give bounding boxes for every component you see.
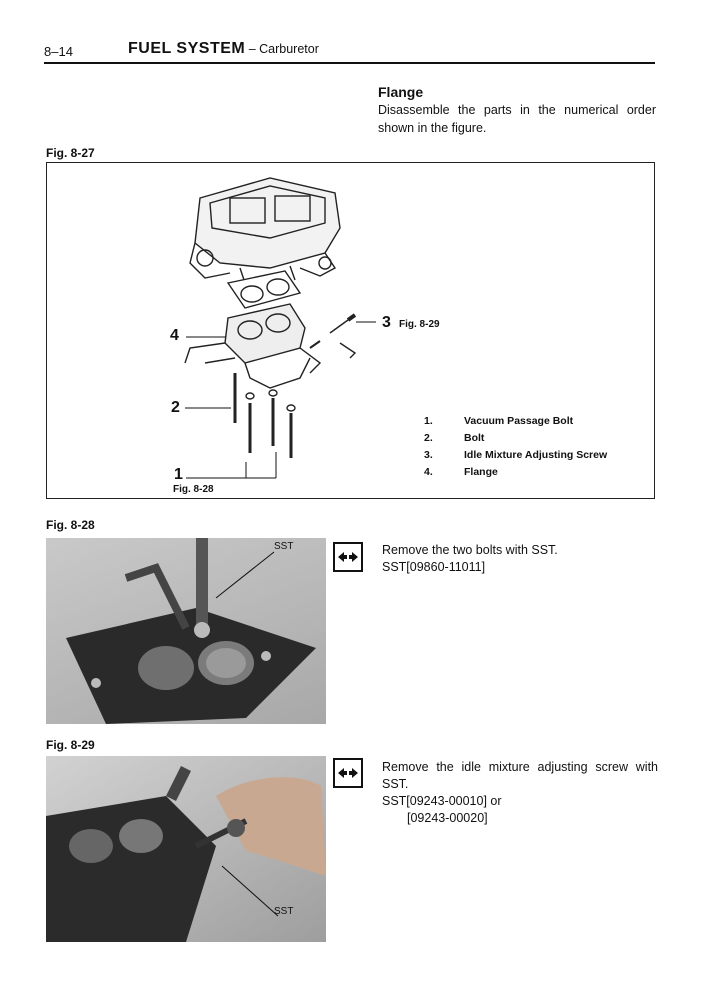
disassemble-arrows-icon: [333, 542, 363, 572]
fig-8-29-step-line3: [09243-00020]: [407, 811, 488, 825]
fig-8-28-step-line2: SST[09860-11011]: [382, 560, 486, 574]
legend-item: 4. Flange: [424, 466, 498, 478]
page-number: 8–14: [44, 44, 73, 59]
callout-2: 2: [171, 399, 180, 416]
section-main-title: FUEL SYSTEM: [128, 40, 246, 57]
parts-legend: [424, 415, 607, 483]
callout-1: 1: [174, 466, 183, 483]
callout-3-ref: Fig. 8-29: [399, 319, 440, 330]
sst-label-29: SST: [274, 906, 294, 917]
callout-4: 4: [170, 327, 179, 344]
legend-item: 2. Bolt: [424, 432, 485, 444]
section-subtitle: – Carburetor: [245, 42, 319, 56]
flange-instructions: Disassemble the parts in the numerical order shown in the figure.: [378, 103, 656, 135]
disassemble-arrows-icon: [333, 758, 363, 788]
callout-1-ref: Fig. 8-28: [173, 484, 214, 495]
fig-8-28-label: Fig. 8-28: [46, 518, 95, 532]
bolt-removal-photo: [46, 538, 326, 724]
legend-item: 3. Idle Mixture Adjusting Screw: [424, 449, 608, 461]
fig-8-29-label: Fig. 8-29: [46, 738, 95, 752]
section-title: [128, 40, 319, 58]
fig-8-29-step-line2: SST[09243-00010] or: [382, 794, 502, 808]
flange-heading: Flange: [378, 84, 424, 100]
fig-8-27-label: Fig. 8-27: [46, 146, 95, 160]
fig-8-28-step-line1: Remove the two bolts with SST.: [382, 543, 558, 557]
legend-item: 1. Vacuum Passage Bolt: [424, 415, 574, 427]
callout-3: 3: [382, 314, 391, 331]
header-rule: [44, 62, 655, 64]
fig-8-29-step-line1: Remove the idle mixture adjusting screw with SST.: [382, 760, 658, 791]
sst-label-28: SST: [274, 541, 294, 552]
